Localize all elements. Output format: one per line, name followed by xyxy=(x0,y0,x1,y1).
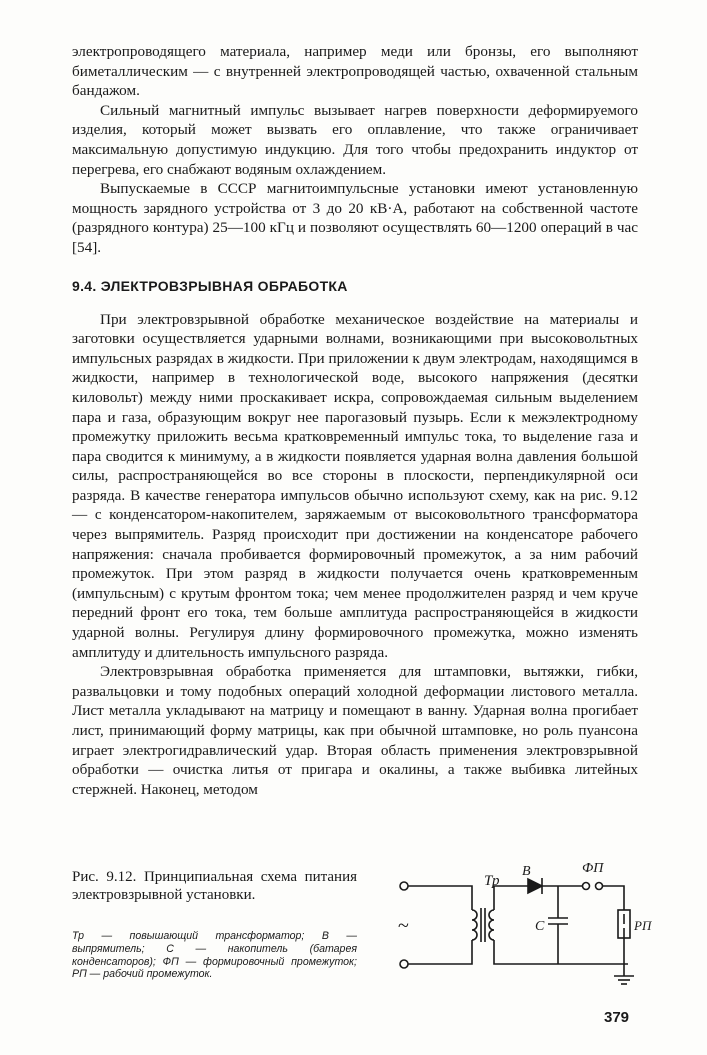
secondary-wire-top xyxy=(494,886,528,910)
forming-gap-electrode-left xyxy=(583,883,590,890)
forming-gap-label: ФП xyxy=(582,861,604,876)
transformer-label: Тр xyxy=(484,873,500,889)
paragraph-electroexplosive-principle: При электровзрывной обработке механическое воздействие на материалы и заготовки осуществляется ударными волнами, возникающими при высоковольтных импульсных разрядах в жидкости. При приложении к двум электродам, находящимся в жидкости, например в технологической воде, высокого напряжения (десятки киловольт) между ними проскакивает искра, сопровождаемая сильным выделением пара и газа, образующим вокруг нее парогазовый пузырь. Если к межэлектродному промежутку приложить весьма кратковременный импульс тока, то выделение газа и пара сводится к минимуму, а в жидкости появляется ударная волна давления большой силы, распространяющейся во все стороны в плоскости, перпендикулярной оси разряда. В качестве генератора импульсов обычно используют схему, как на рис. 9.12 — с конденсатором-накопителем, заряжаемым от высоковольтного трансформатора через выпрямитель. Разряд происходит при достижении на конденсаторе рабочего напряжения: сначала пробивается формировочный промежуток, а за ним рабочий промежуток. При этом разряд в жидкости получается очень кратковременным (импульсным) с крутым фронтом тока; чем менее продолжителен разряд и чем круче передний фронт его тока, тем больше амплитуда распространяющейся в жидкости ударной волны. Регулируя длину формировочного промежутка, можно изменять амплитуду и длительность импульсного разряда. xyxy=(72,310,638,661)
transformer-secondary-coil xyxy=(489,910,494,940)
section-heading: 9.4. ЭЛЕКТРОВЗРЫВНАЯ ОБРАБОТКА xyxy=(72,277,348,294)
figure-caption: Рис. 9.12. Принципиальная схема питания электровзрывной установки. xyxy=(72,869,357,903)
forming-gap-electrode-right xyxy=(596,883,603,890)
figure-9-12 xyxy=(72,858,652,988)
circuit-diagram xyxy=(392,858,652,993)
paragraph-continuation: электропроводящего материала, например меди или бронзы, его выполняют биметаллическим — с внутренней электропроводящей частью, охваченной стальным бандажом. xyxy=(72,43,638,100)
wire-to-working-gap xyxy=(602,886,624,910)
input-terminal-top xyxy=(400,882,408,890)
text-block-top xyxy=(72,42,638,258)
working-gap-label: РП xyxy=(634,918,652,933)
capacitor-label: С xyxy=(535,919,545,934)
transformer-primary-coil xyxy=(472,910,477,940)
primary-wire-top xyxy=(408,886,472,910)
page-body xyxy=(72,42,638,799)
primary-wire-bottom xyxy=(408,940,472,964)
paragraph-electroexplosive-applications: Электровзрывная обработка применяется для штамповки, вытяжки, гибки, развальцовки и тому подобных операций холодной деформации листового металла. Лист металла укладывают на матрицу и помещают в ванну. Ударная волна прогибает лист, принимающий форму матрицы, как при обычной штамповке, но роль пуансона играет электрогидравлический удар. Вторая область применения электровзрывной обработки — очистка литья от пригара и окалины, а также выбивка литейных стержней. Наконец, методом xyxy=(72,663,638,798)
text-block-section xyxy=(72,310,638,800)
paragraph-ussr-installations: Выпускаемые в СССР магнитоимпульсные установки имеют установленную мощность зарядного устройства от 3 до 20 кВ·А, работают на собственной частоте (разрядного контура) 25—100 кГц и позволяют осуществлять 60—1200 операций в час [54]. xyxy=(72,180,638,256)
paragraph-magnetic-heating: Сильный магнитный импульс вызывает нагрев поверхности деформируемого изделия, который может вызвать его оплавление, что также ограничивает максимальную допустимую индукцию. Для того чтобы предохранить индуктор от перегрева, его снабжают водяным охлаждением. xyxy=(72,101,638,178)
ground-bus xyxy=(494,940,628,964)
page-number: 379 xyxy=(604,1009,630,1026)
figure-legend: Тр — повышающий трансформатор; В — выпрямитель; С — накопитель (батарея конденсаторов); ФП — формировочный промежуток; РП — рабочий промежуток. xyxy=(72,930,357,981)
input-terminal-bottom xyxy=(400,960,408,968)
rectifier-label: В xyxy=(522,864,531,879)
ac-source-symbol: ~ xyxy=(398,915,409,937)
rectifier-diode xyxy=(528,879,542,893)
